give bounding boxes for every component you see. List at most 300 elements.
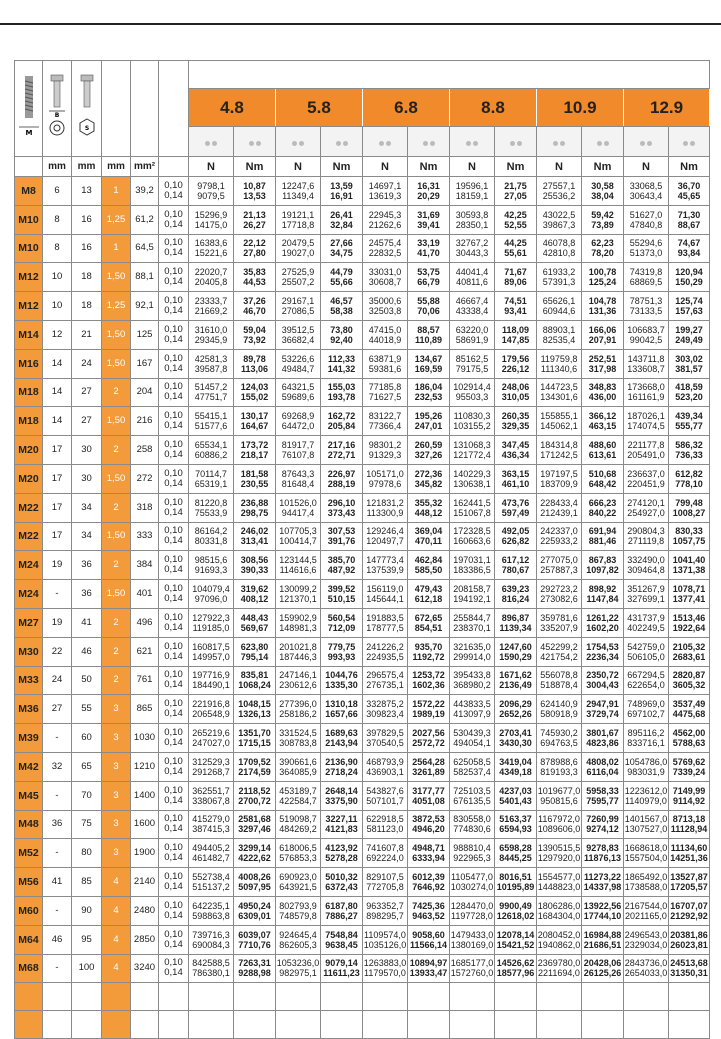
- cell-value: 20428,06: [583, 958, 622, 969]
- tightening-torque: [408, 177, 450, 206]
- cell-value: 748969,0: [627, 699, 665, 710]
- tightening-torque: [234, 263, 276, 292]
- cell-value: 130099,2: [279, 584, 317, 595]
- cell-value: 431737,9: [627, 612, 665, 623]
- pitch-column-header: [102, 61, 131, 157]
- tightening-torque: [669, 292, 710, 321]
- thread-size: M20: [15, 436, 43, 465]
- dimension-d: 14: [43, 349, 72, 378]
- cell-value: 8016,51: [499, 872, 532, 883]
- cell-value: 30,58: [591, 180, 614, 191]
- dimension-s: 24: [72, 349, 102, 378]
- empty-cell: [189, 983, 234, 1011]
- preload-force: [537, 925, 582, 954]
- cell-value: 395433,8: [453, 670, 491, 681]
- tightening-torque: [495, 695, 537, 724]
- dimension-s: 95: [72, 925, 102, 954]
- preload-force: [363, 724, 408, 753]
- cell-value: 18577,96: [496, 968, 535, 979]
- cell-value: 612,82: [675, 468, 703, 479]
- tightening-torque: [408, 378, 450, 407]
- unit-area: mm²: [131, 157, 159, 177]
- dimension-d: -: [43, 839, 72, 868]
- tightening-torque: [495, 292, 537, 321]
- table-row: [15, 868, 710, 897]
- tightening-torque: [408, 810, 450, 839]
- tightening-torque: [495, 810, 537, 839]
- cell-value: 65626,1: [542, 296, 576, 307]
- tightening-torque: [321, 177, 363, 206]
- cell-value: 2096,29: [499, 699, 532, 710]
- cell-value: 11349,4: [282, 190, 314, 201]
- empty-cell: [321, 983, 363, 1011]
- cell-value: 1715,15: [238, 738, 271, 749]
- preload-force: [450, 263, 495, 292]
- tightening-torque: [669, 177, 710, 206]
- preload-force: [450, 551, 495, 580]
- tightening-torque: [582, 637, 624, 666]
- cell-value: 390661,6: [279, 756, 317, 767]
- cell-value: 113300,9: [366, 507, 404, 518]
- friction-value: 0,14: [164, 881, 183, 893]
- thread-pitch: 1,25: [102, 292, 131, 321]
- thread-size: M12: [15, 263, 43, 292]
- tightening-torque: [321, 522, 363, 551]
- cell-value: 105171,0: [366, 468, 404, 479]
- preload-force: [537, 954, 582, 983]
- cell-value: 92,40: [330, 334, 353, 345]
- cell-value: 1590,29: [499, 651, 532, 662]
- cell-value: 3419,04: [499, 756, 532, 767]
- tightening-torque: [408, 868, 450, 897]
- cell-value: 4121,83: [325, 824, 358, 835]
- preload-force: [189, 436, 234, 465]
- preload-force: [624, 781, 669, 810]
- cell-value: 461482,7: [192, 853, 230, 864]
- cell-value: 552738,4: [192, 872, 230, 883]
- cell-value: 18159,1: [455, 190, 489, 201]
- cell-value: 370540,5: [366, 738, 404, 749]
- cell-value: 30593,8: [455, 209, 489, 220]
- preload-force: [537, 551, 582, 580]
- thread-pitch: 1,50: [102, 263, 131, 292]
- cell-value: 736,33: [675, 450, 703, 461]
- preload-force: [276, 954, 321, 983]
- cell-value: 2703,41: [499, 728, 532, 739]
- empty-cell: [234, 1011, 276, 1039]
- friction-value: 0,10: [164, 381, 183, 393]
- preload-force: [450, 608, 495, 637]
- cell-value: 249,49: [675, 334, 703, 345]
- cell-value: 618006,5: [279, 843, 317, 854]
- cell-value: 5163,37: [499, 814, 532, 825]
- cell-value: 13,53: [243, 190, 266, 201]
- friction-coefficients: [159, 724, 189, 753]
- cell-value: 178777,5: [366, 622, 404, 633]
- preload-force: [189, 810, 234, 839]
- cell-value: 290804,3: [627, 526, 665, 537]
- preload-force: [363, 896, 408, 925]
- tightening-torque: [321, 608, 363, 637]
- cell-value: 71,67: [504, 267, 527, 278]
- cell-value: 68869,5: [629, 277, 663, 288]
- tightening-torque: [669, 263, 710, 292]
- cell-value: 1377,41: [672, 594, 706, 605]
- preload-force: [537, 752, 582, 781]
- unit-s: mm: [102, 157, 131, 177]
- cell-value: 3872,53: [412, 814, 445, 825]
- cell-value: 9463,52: [412, 910, 445, 921]
- thread-pitch: 2: [102, 378, 131, 407]
- preload-force: [189, 781, 234, 810]
- empty-cell: [582, 983, 624, 1011]
- tightening-torque: [234, 551, 276, 580]
- cell-value: 854,51: [414, 622, 443, 633]
- cell-value: 181,58: [240, 468, 269, 479]
- dimension-s: 34: [72, 522, 102, 551]
- friction-value: 0,14: [164, 794, 183, 806]
- thread-size: M36: [15, 695, 43, 724]
- cell-value: 11876,13: [583, 853, 622, 864]
- cell-value: 51627,0: [629, 209, 663, 220]
- cell-value: 7260,99: [586, 814, 619, 825]
- cell-value: 1030274,0: [450, 882, 494, 893]
- cell-value: 13922,56: [583, 900, 622, 911]
- tightening-torque: [495, 637, 537, 666]
- cell-value: 507101,7: [366, 795, 404, 806]
- cell-value: 51457,2: [194, 382, 228, 393]
- grade-header: 5.8: [276, 89, 363, 127]
- dimension-d: 24: [43, 666, 72, 695]
- torque-table: [14, 60, 710, 1039]
- tightening-torque: [321, 464, 363, 493]
- tightening-torque: [408, 234, 450, 263]
- cell-value: 1572760,0: [450, 968, 494, 979]
- thread-size: M48: [15, 810, 43, 839]
- cell-value: 16,91: [330, 190, 353, 201]
- divider-dots: [363, 127, 408, 157]
- cell-value: 87643,3: [281, 468, 315, 479]
- cell-value: 110,89: [414, 334, 443, 345]
- empty-cell: [131, 1011, 159, 1039]
- dimension-d: 10: [43, 292, 72, 321]
- table-row: [15, 724, 710, 753]
- preload-force: [450, 320, 495, 349]
- cell-value: 694763,5: [540, 738, 578, 749]
- friction-coefficients: [159, 868, 189, 897]
- cell-value: 690923,0: [279, 872, 317, 883]
- preload-force: [189, 349, 234, 378]
- cell-value: 335207,9: [540, 622, 578, 633]
- dimension-s: 80: [72, 839, 102, 868]
- cell-value: 676135,5: [453, 795, 491, 806]
- preload-force: [276, 839, 321, 868]
- empty-cell: [363, 983, 408, 1011]
- cell-value: 59,04: [243, 324, 266, 335]
- friction-value: 0,10: [164, 871, 183, 883]
- thread-size: M68: [15, 954, 43, 983]
- cell-value: 16,31: [417, 180, 440, 191]
- thread-bolt-icon: [15, 61, 43, 157]
- cell-value: 1657,66: [325, 709, 358, 720]
- cell-value: 1738588,0: [624, 882, 668, 893]
- stress-area: 1030: [131, 724, 159, 753]
- cell-value: 15296,9: [194, 209, 228, 220]
- friction-value: 0,10: [164, 352, 183, 364]
- cell-value: 60944,6: [542, 306, 576, 317]
- cell-value: 576853,3: [279, 853, 317, 864]
- cell-value: 99042,5: [629, 334, 663, 345]
- dimension-d: 17: [43, 522, 72, 551]
- preload-force: [363, 407, 408, 436]
- cell-value: 80331,8: [194, 536, 228, 547]
- dimension-s: 70: [72, 781, 102, 810]
- cell-value: 27,05: [504, 190, 527, 201]
- cell-value: 1247,60: [499, 641, 532, 652]
- cell-value: 10195,89: [496, 882, 535, 893]
- table-row: [15, 752, 710, 781]
- divider-dots: [189, 127, 234, 157]
- cell-value: 143711,8: [627, 353, 665, 364]
- cell-value: 120497,7: [366, 536, 404, 547]
- cell-value: 21292,92: [670, 910, 708, 921]
- tightening-torque: [495, 234, 537, 263]
- cell-value: 33,19: [417, 238, 440, 249]
- tightening-torque: [495, 349, 537, 378]
- cell-value: 1335,30: [325, 680, 358, 691]
- tightening-torque: [495, 522, 537, 551]
- tightening-torque: [582, 349, 624, 378]
- dimension-s: 13: [72, 177, 102, 206]
- dimension-d: 14: [43, 378, 72, 407]
- preload-force: [276, 436, 321, 465]
- tightening-torque: [582, 752, 624, 781]
- cell-value: 332875,2: [366, 699, 404, 710]
- cell-value: 12078,14: [496, 929, 535, 940]
- cell-value: 207,91: [588, 334, 617, 345]
- friction-coefficients: [159, 320, 189, 349]
- tightening-torque: [321, 580, 363, 609]
- cell-value: 387415,3: [192, 824, 230, 835]
- preload-force: [537, 177, 582, 206]
- friction-value: 0,14: [164, 823, 183, 835]
- preload-force: [624, 810, 669, 839]
- cell-value: 47751,7: [194, 392, 228, 403]
- cell-value: 89,06: [504, 277, 527, 288]
- cell-value: 6309,01: [238, 910, 271, 921]
- cell-value: 162441,5: [453, 497, 491, 508]
- dimension-d: -: [43, 724, 72, 753]
- cell-value: 473,76: [501, 497, 530, 508]
- tightening-torque: [321, 925, 363, 954]
- grade-header: 8.8: [450, 89, 537, 127]
- cell-value: 238370,1: [453, 622, 491, 633]
- friction-value: 0,14: [164, 276, 183, 288]
- cell-value: 510,68: [588, 468, 617, 479]
- cell-value: 697102,7: [627, 709, 665, 720]
- cell-value: 555,77: [675, 421, 703, 432]
- cell-value: 9114,92: [673, 795, 706, 806]
- cell-value: 4950,24: [238, 900, 271, 911]
- preload-force: [450, 666, 495, 695]
- cell-value: 7710,76: [238, 939, 271, 950]
- cell-value: 29345,9: [194, 334, 228, 345]
- tightening-torque: [582, 551, 624, 580]
- friction-value: 0,10: [164, 611, 183, 623]
- cell-value: 106683,7: [627, 324, 665, 335]
- table-row: [15, 781, 710, 810]
- cell-value: 308783,8: [279, 738, 317, 749]
- cell-value: 55,88: [417, 296, 440, 307]
- cell-value: 104,78: [588, 296, 617, 307]
- tightening-torque: [234, 637, 276, 666]
- preload-force: [363, 263, 408, 292]
- cell-value: 75533,9: [194, 507, 228, 518]
- tightening-torque: [669, 695, 710, 724]
- cell-value: 1390515,5: [537, 843, 581, 854]
- cell-value: 32503,8: [368, 306, 402, 317]
- cell-value: 612,18: [414, 594, 443, 605]
- cell-value: 131068,3: [453, 440, 491, 451]
- cell-value: 5010,32: [325, 872, 358, 883]
- cell-value: 1684304,0: [537, 910, 581, 921]
- thread-size: M24: [15, 551, 43, 580]
- thread-size: M8: [15, 177, 43, 206]
- cell-value: 448,43: [240, 612, 269, 623]
- friction-coefficients: [159, 637, 189, 666]
- friction-coefficients: [159, 522, 189, 551]
- cell-value: 217,16: [327, 440, 356, 451]
- cell-value: 277075,0: [540, 555, 578, 566]
- preload-force: [537, 666, 582, 695]
- cell-value: 922965,3: [453, 853, 491, 864]
- cell-value: 1371,38: [672, 565, 706, 576]
- stress-area: 496: [131, 608, 159, 637]
- table-row: [15, 608, 710, 637]
- svg-text:S: S: [84, 125, 89, 132]
- dimension-d: 10: [43, 263, 72, 292]
- preload-force: [537, 493, 582, 522]
- cell-value: 397829,5: [366, 728, 404, 739]
- dimension-d: 8: [43, 205, 72, 234]
- cell-value: 2843736,0: [624, 958, 668, 969]
- cell-value: 2700,72: [238, 795, 271, 806]
- cell-value: 155,02: [240, 392, 269, 403]
- cell-value: 61933,2: [542, 267, 576, 278]
- cell-value: 19596,1: [455, 180, 489, 191]
- preload-force: [363, 695, 408, 724]
- cell-value: 137539,9: [366, 565, 404, 576]
- cell-value: 17718,8: [281, 219, 315, 230]
- cell-value: 12618,02: [496, 910, 535, 921]
- cell-value: 881,46: [588, 536, 617, 547]
- tightening-torque: [582, 378, 624, 407]
- empty-cell: [276, 1011, 321, 1039]
- cell-value: 745930,2: [540, 728, 578, 739]
- stress-area: 1400: [131, 781, 159, 810]
- preload-force: [189, 551, 234, 580]
- tightening-torque: [495, 608, 537, 637]
- preload-force: [189, 724, 234, 753]
- cell-value: 1078,71: [672, 584, 706, 595]
- cell-value: 11611,23: [323, 968, 360, 979]
- cell-value: 24513,68: [670, 958, 708, 969]
- cell-value: 4237,03: [499, 785, 532, 796]
- friction-value: 0,10: [164, 899, 183, 911]
- tightening-torque: [234, 349, 276, 378]
- cell-value: 2143,94: [325, 738, 358, 749]
- preload-force: [450, 407, 495, 436]
- cell-value: 1310,18: [325, 699, 358, 710]
- dimension-d: 6: [43, 177, 72, 206]
- cell-value: 802793,9: [279, 900, 317, 911]
- cell-value: 151067,8: [453, 507, 491, 518]
- friction-value: 0,14: [164, 247, 183, 259]
- preload-force: [624, 436, 669, 465]
- preload-force: [363, 436, 408, 465]
- friction-coefficients: [159, 436, 189, 465]
- tightening-torque: [669, 781, 710, 810]
- thread-pitch: 3: [102, 839, 131, 868]
- cell-value: 60886,2: [194, 450, 228, 461]
- preload-force: [624, 493, 669, 522]
- thread-size: M39: [15, 724, 43, 753]
- divider-dots: [582, 127, 624, 157]
- cell-value: 179,56: [501, 353, 530, 364]
- cell-value: 145644,1: [366, 594, 404, 605]
- cell-value: 7595,77: [586, 795, 619, 806]
- cell-value: 585,50: [414, 565, 443, 576]
- cell-value: 830,33: [675, 526, 703, 537]
- table-row: [15, 896, 710, 925]
- preload-force: [189, 637, 234, 666]
- empty-cell: [43, 983, 72, 1011]
- dimension-s: 75: [72, 810, 102, 839]
- dimension-s: 21: [72, 320, 102, 349]
- friction-value: 0,10: [164, 496, 183, 508]
- thread-size: M16: [15, 349, 43, 378]
- tightening-torque: [321, 407, 363, 436]
- preload-force: [537, 378, 582, 407]
- empty-cell: [450, 983, 495, 1011]
- thread-size: M33: [15, 666, 43, 695]
- tightening-torque: [669, 896, 710, 925]
- cell-value: 10894,97: [409, 958, 448, 969]
- table-row: [15, 320, 710, 349]
- tightening-torque: [495, 464, 537, 493]
- cell-value: 898,92: [588, 584, 617, 595]
- cell-value: 20479,5: [281, 238, 315, 249]
- cell-value: 121831,2: [366, 497, 404, 508]
- friction-value: 0,10: [164, 554, 183, 566]
- tightening-torque: [321, 378, 363, 407]
- tightening-torque: [234, 781, 276, 810]
- cell-value: 66,79: [417, 277, 440, 288]
- tightening-torque: [582, 925, 624, 954]
- cell-value: 15421,52: [496, 939, 535, 950]
- cell-value: 484269,2: [279, 824, 317, 835]
- cell-value: 16707,07: [670, 900, 708, 911]
- cell-value: 81648,4: [281, 478, 315, 489]
- friction-coefficients: [159, 464, 189, 493]
- tightening-torque: [408, 349, 450, 378]
- friction-coefficients: [159, 177, 189, 206]
- preload-force: [189, 493, 234, 522]
- cell-value: 97096,0: [194, 594, 228, 605]
- cell-value: 624140,9: [540, 699, 578, 710]
- friction-value: 0,10: [164, 957, 183, 969]
- friction-value: 0,14: [164, 535, 183, 547]
